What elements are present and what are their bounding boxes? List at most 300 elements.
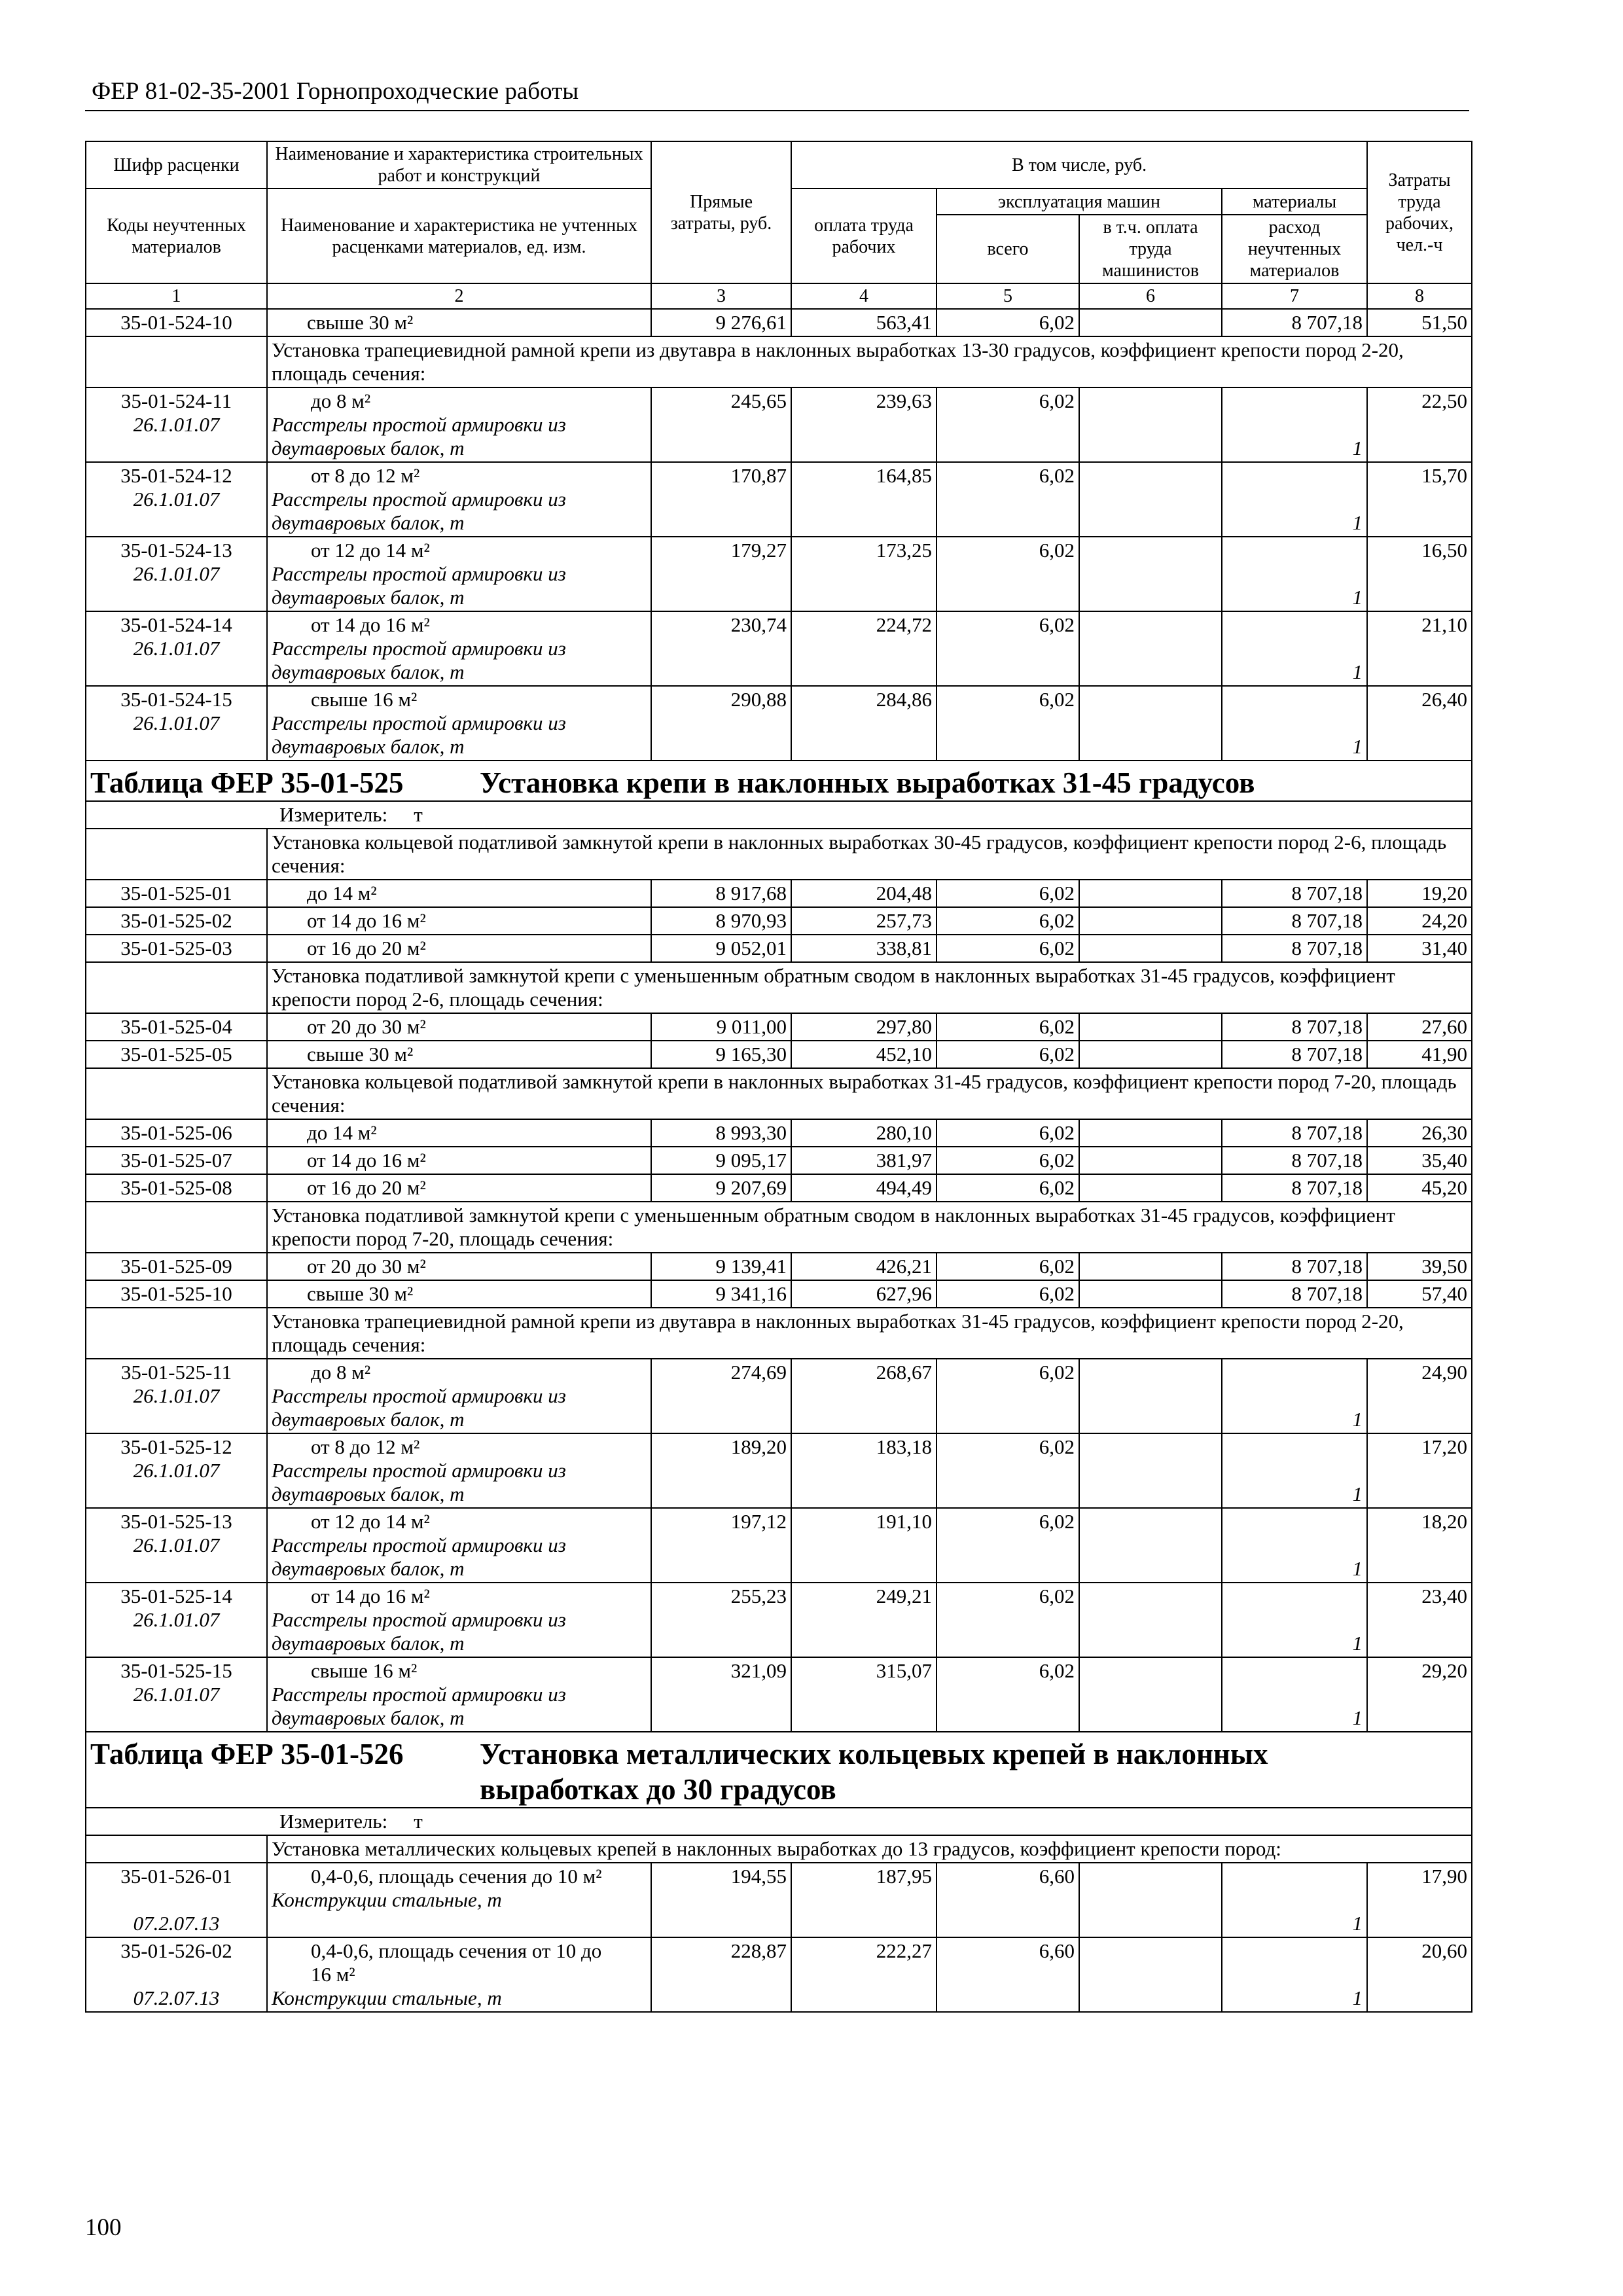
material-name: Расстрелы простой армировки из двутавровых балок, т: [272, 562, 566, 609]
rate-code: 35-01-525-02: [86, 907, 267, 935]
labor-pay: 183,18: [791, 1433, 936, 1508]
material-code: 07.2.07.13: [133, 1912, 220, 1935]
material-name: Расстрелы простой армировки из двутавровых балок, т: [272, 1384, 566, 1431]
table-row: [86, 1013, 1472, 1041]
measure-label: Измеритель:: [279, 1810, 388, 1833]
labor-hours: 39,50: [1367, 1253, 1472, 1280]
work-name: от 14 до 16 м²: [311, 1585, 430, 1607]
material-code: 26.1.01.07: [133, 413, 220, 436]
header-col2-top: Наименование и характеристика строительных работ и конструкций: [267, 141, 651, 188]
header-labor-cost: Затраты труда рабочих, чел.-ч: [1367, 141, 1472, 283]
work-name-cell: [267, 1863, 651, 1937]
materials-cost: 8 707,18: [1222, 1174, 1367, 1202]
labor-hours: 26,40: [1367, 686, 1472, 761]
empty-cell: [86, 1068, 267, 1119]
rate-code: 35-01-525-12: [120, 1435, 232, 1458]
table-row: [86, 935, 1472, 962]
material-name: Расстрелы простой армировки из двутавровых балок, т: [272, 1683, 566, 1729]
machinists-pay: [1079, 387, 1222, 462]
machinists-pay: [1079, 1174, 1222, 1202]
labor-pay: 257,73: [791, 907, 936, 935]
material-qty: 1: [1352, 1408, 1363, 1431]
rate-code-cell: [86, 387, 267, 462]
table-caption: [86, 761, 1472, 801]
table-row: [86, 1937, 1472, 2012]
machinists-pay: [1079, 1013, 1222, 1041]
header-num-5: 5: [936, 283, 1079, 309]
work-name: до 14 м²: [267, 1119, 651, 1147]
machines-cost: 6,02: [936, 387, 1079, 462]
table-row: [86, 1147, 1472, 1174]
work-name: 0,4-0,6, площадь сечения до 10 м²: [311, 1865, 602, 1888]
material-code: 26.1.01.07: [133, 637, 220, 660]
labor-pay: 239,63: [791, 387, 936, 462]
material-name: Конструкции стальные, т: [272, 1888, 502, 1911]
machinists-pay: [1079, 1359, 1222, 1433]
measure-cell: [86, 1808, 1472, 1835]
section-description: Установка податливой замкнутой крепи с уменьшенным обратным сводом в наклонных выработках 31-45 градусов, коэффициент крепости пород 2-6, площадь сечения:: [267, 962, 1472, 1013]
header-num-1: 1: [86, 283, 267, 309]
direct-cost: 9 139,41: [651, 1253, 791, 1280]
rate-code-cell: [86, 1863, 267, 1937]
materials-cost: 8 707,18: [1222, 1041, 1367, 1068]
machines-cost: 6,02: [936, 1359, 1079, 1433]
work-name: свыше 30 м²: [267, 1041, 651, 1068]
rate-code: 35-01-524-13: [120, 539, 232, 562]
labor-hours: 21,10: [1367, 611, 1472, 686]
table-row: [86, 537, 1472, 611]
work-name: свыше 16 м²: [311, 688, 418, 711]
rate-code: 35-01-525-05: [86, 1041, 267, 1068]
labor-pay: 191,10: [791, 1508, 936, 1583]
material-code: 26.1.01.07: [133, 1608, 220, 1631]
material-code: 26.1.01.07: [133, 1683, 220, 1706]
measure-unit: т: [414, 803, 423, 826]
table-caption: [86, 1732, 1472, 1808]
rate-code-cell: [86, 611, 267, 686]
table-row: [86, 462, 1472, 537]
header-including: В том числе, руб.: [791, 141, 1367, 188]
machinists-pay: [1079, 686, 1222, 761]
rate-code-cell: [86, 1583, 267, 1657]
work-name: от 16 до 20 м²: [267, 1174, 651, 1202]
rate-code: 35-01-526-01: [120, 1865, 232, 1888]
machines-cost: 6,02: [936, 1280, 1079, 1308]
direct-cost: 321,09: [651, 1657, 791, 1732]
section-description: Установка податливой замкнутой крепи с уменьшенным обратным сводом в наклонных выработках 31-45 градусов, коэффициент крепости пород 7-20, площадь сечения:: [267, 1202, 1472, 1253]
section-description-row: [86, 1835, 1472, 1863]
labor-hours: 27,60: [1367, 1013, 1472, 1041]
labor-hours: 23,40: [1367, 1583, 1472, 1657]
material-qty-cell: [1222, 462, 1367, 537]
section-description: Установка трапециевидной рамной крепи из двутавра в наклонных выработках 31-45 градусов, коэффициент крепости пород 2-20, площадь сечения:: [267, 1308, 1472, 1359]
labor-hours: 26,30: [1367, 1119, 1472, 1147]
rate-code: 35-01-525-13: [120, 1510, 232, 1533]
work-name: от 14 до 16 м²: [311, 613, 430, 636]
rate-code: 35-01-525-11: [120, 1361, 232, 1384]
work-name-cell: [267, 611, 651, 686]
rate-code: 35-01-525-15: [120, 1659, 232, 1682]
machinists-pay: [1079, 1147, 1222, 1174]
direct-cost: 170,87: [651, 462, 791, 537]
work-name: до 8 м²: [311, 389, 371, 412]
work-name: от 20 до 30 м²: [267, 1013, 651, 1041]
machinists-pay: [1079, 537, 1222, 611]
rate-code: 35-01-524-10: [86, 309, 267, 336]
direct-cost: 8 993,30: [651, 1119, 791, 1147]
empty-cell: [86, 962, 267, 1013]
work-name-cell: [267, 1359, 651, 1433]
direct-cost: 194,55: [651, 1863, 791, 1937]
empty-cell: [86, 1308, 267, 1359]
header-unacc-materials: расход неучтенных материалов: [1222, 215, 1367, 283]
material-qty-cell: [1222, 686, 1367, 761]
material-qty-cell: [1222, 537, 1367, 611]
machines-cost: 6,02: [936, 686, 1079, 761]
material-name: Расстрелы простой армировки из двутавровых балок, т: [272, 413, 566, 459]
work-name: 0,4-0,6, площадь сечения от 10 до 16 м²: [311, 1939, 602, 1986]
header-num-2: 2: [267, 283, 651, 309]
work-name: от 16 до 20 м²: [267, 935, 651, 962]
direct-cost: 9 341,16: [651, 1280, 791, 1308]
material-code: 26.1.01.07: [133, 488, 220, 511]
direct-cost: 9 011,00: [651, 1013, 791, 1041]
machinists-pay: [1079, 1041, 1222, 1068]
rate-code-cell: [86, 686, 267, 761]
header-num-6: 6: [1079, 283, 1222, 309]
material-code: 26.1.01.07: [133, 562, 220, 585]
rate-code: 35-01-525-09: [86, 1253, 267, 1280]
machines-cost: 6,02: [936, 309, 1079, 336]
labor-pay: 563,41: [791, 309, 936, 336]
measure-row: [86, 801, 1472, 829]
table-row: [86, 1119, 1472, 1147]
material-qty: 1: [1352, 660, 1363, 683]
work-name: от 12 до 14 м²: [311, 1510, 430, 1533]
table-row: [86, 1657, 1472, 1732]
rate-code: 35-01-525-07: [86, 1147, 267, 1174]
machines-cost: 6,60: [936, 1937, 1079, 2012]
header-col1-bottom: Коды неучтенных материалов: [86, 188, 267, 283]
materials-cost: 8 707,18: [1222, 1013, 1367, 1041]
machines-cost: 6,02: [936, 1119, 1079, 1147]
work-name-cell: [267, 686, 651, 761]
header-machines: эксплуатация машин: [936, 188, 1222, 215]
table-caption-label: Таблица ФЕР 35-01-526: [90, 1738, 404, 1770]
table-row: [86, 686, 1472, 761]
header-total: всего: [936, 215, 1079, 283]
labor-pay: 284,86: [791, 686, 936, 761]
rate-code: 35-01-525-08: [86, 1174, 267, 1202]
header-direct: Прямые затраты, руб.: [651, 141, 791, 283]
section-description-row: [86, 1308, 1472, 1359]
work-name: от 14 до 16 м²: [267, 907, 651, 935]
labor-pay: 187,95: [791, 1863, 936, 1937]
material-qty-cell: [1222, 387, 1367, 462]
machinists-pay: [1079, 1253, 1222, 1280]
labor-pay: 315,07: [791, 1657, 936, 1732]
section-description-row: [86, 1202, 1472, 1253]
labor-pay: 224,72: [791, 611, 936, 686]
machines-cost: 6,02: [936, 1147, 1079, 1174]
work-name-cell: [267, 1583, 651, 1657]
work-name-cell: [267, 1937, 651, 2012]
section-description-row: [86, 962, 1472, 1013]
direct-cost: 9 095,17: [651, 1147, 791, 1174]
empty-cell: [86, 829, 267, 880]
work-name: до 8 м²: [311, 1361, 371, 1384]
machinists-pay: [1079, 935, 1222, 962]
material-name: Расстрелы простой армировки из двутавровых балок, т: [272, 1459, 566, 1505]
material-qty: 1: [1352, 1557, 1363, 1580]
section-description-row: [86, 336, 1472, 387]
material-qty: 1: [1352, 511, 1363, 534]
material-qty: 1: [1352, 1632, 1363, 1655]
rate-code: 35-01-524-14: [120, 613, 232, 636]
rate-code: 35-01-524-15: [120, 688, 232, 711]
machines-cost: 6,02: [936, 907, 1079, 935]
work-name-cell: [267, 537, 651, 611]
material-name: Расстрелы простой армировки из двутавровых балок, т: [272, 637, 566, 683]
material-qty: 1: [1352, 1986, 1363, 2009]
work-name: от 14 до 16 м²: [267, 1147, 651, 1174]
work-name: свыше 16 м²: [311, 1659, 418, 1682]
work-name: от 8 до 12 м²: [311, 1435, 420, 1458]
header-num-3: 3: [651, 283, 791, 309]
empty-cell: [86, 336, 267, 387]
machines-cost: 6,02: [936, 880, 1079, 907]
table-row: [86, 1174, 1472, 1202]
labor-hours: 15,70: [1367, 462, 1472, 537]
material-name: Расстрелы простой армировки из двутавровых балок, т: [272, 488, 566, 534]
rate-code-cell: [86, 462, 267, 537]
labor-hours: 51,50: [1367, 309, 1472, 336]
rates-table-container: [85, 141, 1471, 2013]
header-divider: [85, 110, 1469, 111]
material-code: 26.1.01.07: [133, 1384, 220, 1407]
direct-cost: 274,69: [651, 1359, 791, 1433]
direct-cost: 228,87: [651, 1937, 791, 2012]
material-code: 26.1.01.07: [133, 1459, 220, 1482]
work-name-cell: [267, 1508, 651, 1583]
table-row: [86, 1359, 1472, 1433]
rate-code-cell: [86, 1508, 267, 1583]
machines-cost: 6,02: [936, 1433, 1079, 1508]
section-description: Установка трапециевидной рамной крепи из двутавра в наклонных выработках 13-30 градусов, коэффициент крепости пород 2-20, площадь сечения:: [267, 336, 1472, 387]
work-name: до 14 м²: [267, 880, 651, 907]
labor-pay: 268,67: [791, 1359, 936, 1433]
direct-cost: 8 970,93: [651, 907, 791, 935]
table-row: [86, 1583, 1472, 1657]
materials-cost: 8 707,18: [1222, 880, 1367, 907]
material-qty-cell: [1222, 1657, 1367, 1732]
material-qty-cell: [1222, 1508, 1367, 1583]
rate-code: 35-01-525-06: [86, 1119, 267, 1147]
machines-cost: 6,02: [936, 1508, 1079, 1583]
header-num-4: 4: [791, 283, 936, 309]
machinists-pay: [1079, 1657, 1222, 1732]
direct-cost: 290,88: [651, 686, 791, 761]
labor-pay: 204,48: [791, 880, 936, 907]
labor-pay: 280,10: [791, 1119, 936, 1147]
materials-cost: 8 707,18: [1222, 935, 1367, 962]
direct-cost: 8 917,68: [651, 880, 791, 907]
labor-hours: 17,90: [1367, 1863, 1472, 1937]
work-name: свыше 30 м²: [267, 309, 651, 336]
rate-code-cell: [86, 1937, 267, 2012]
labor-pay: 222,27: [791, 1937, 936, 2012]
section-description: Установка кольцевой податливой замкнутой крепи в наклонных выработках 30-45 градусов, коэффициент крепости пород 2-6, площадь сечения:: [267, 829, 1472, 880]
rate-code: 35-01-525-04: [86, 1013, 267, 1041]
machinists-pay: [1079, 1583, 1222, 1657]
labor-hours: 31,40: [1367, 935, 1472, 962]
table-caption-title: Установка металлических кольцевых крепей в наклонных выработках до 30 градусов: [480, 1738, 1268, 1806]
labor-hours: 20,60: [1367, 1937, 1472, 2012]
work-name-cell: [267, 387, 651, 462]
direct-cost: 179,27: [651, 537, 791, 611]
labor-hours: 57,40: [1367, 1280, 1472, 1308]
machines-cost: 6,60: [936, 1863, 1079, 1937]
labor-hours: 35,40: [1367, 1147, 1472, 1174]
labor-pay: 381,97: [791, 1147, 936, 1174]
direct-cost: 189,20: [651, 1433, 791, 1508]
table-caption-label: Таблица ФЕР 35-01-525: [90, 766, 404, 799]
machines-cost: 6,02: [936, 1013, 1079, 1041]
header-col1-top: Шифр расценки: [86, 141, 267, 188]
material-qty-cell: [1222, 1937, 1367, 2012]
materials-cost: 8 707,18: [1222, 1253, 1367, 1280]
header-materials: материалы: [1222, 188, 1367, 215]
direct-cost: 230,74: [651, 611, 791, 686]
material-code: 07.2.07.13: [133, 1986, 220, 2009]
machinists-pay: [1079, 880, 1222, 907]
table-row: [86, 907, 1472, 935]
work-name: от 12 до 14 м²: [311, 539, 430, 562]
labor-hours: 16,50: [1367, 537, 1472, 611]
header-incl-machinists: в т.ч. оплата труда машинистов: [1079, 215, 1222, 283]
machinists-pay: [1079, 1937, 1222, 2012]
measure-label: Измеритель:: [279, 803, 388, 826]
labor-pay: 426,21: [791, 1253, 936, 1280]
page-header-title: ФЕР 81-02-35-2001 Горнопроходческие работы: [92, 78, 579, 105]
header-col2-bottom: Наименование и характеристика не учтенных расценками материалов, ед. изм.: [267, 188, 651, 283]
labor-hours: 29,20: [1367, 1657, 1472, 1732]
table-caption-row: [86, 761, 1472, 801]
section-description: Установка металлических кольцевых крепей в наклонных выработках до 13 градусов, коэффициент крепости пород:: [267, 1835, 1472, 1863]
rate-code-cell: [86, 1359, 267, 1433]
labor-hours: 17,20: [1367, 1433, 1472, 1508]
machinists-pay: [1079, 1508, 1222, 1583]
machinists-pay: [1079, 1863, 1222, 1937]
material-qty-cell: [1222, 1863, 1367, 1937]
work-name: свыше 30 м²: [267, 1280, 651, 1308]
machinists-pay: [1079, 462, 1222, 537]
labor-hours: 24,20: [1367, 907, 1472, 935]
machinists-pay: [1079, 907, 1222, 935]
material-code: 26.1.01.07: [133, 1534, 220, 1556]
rate-code: 35-01-524-11: [120, 389, 232, 412]
section-description: Установка кольцевой податливой замкнутой крепи в наклонных выработках 31-45 градусов, коэффициент крепости пород 7-20, площадь сечения:: [267, 1068, 1472, 1119]
header-labor-pay: оплата труда рабочих: [791, 188, 936, 283]
table-row: [86, 1433, 1472, 1508]
work-name-cell: [267, 1657, 651, 1732]
rate-code: 35-01-524-12: [120, 464, 232, 487]
section-description-row: [86, 1068, 1472, 1119]
machines-cost: 6,02: [936, 1253, 1079, 1280]
table-row: [86, 1041, 1472, 1068]
material-name: Расстрелы простой армировки из двутавровых балок, т: [272, 711, 566, 758]
labor-hours: 18,20: [1367, 1508, 1472, 1583]
table-row: [86, 387, 1472, 462]
rates-table: [85, 141, 1472, 2013]
materials-cost: 8 707,18: [1222, 1280, 1367, 1308]
measure-unit: т: [414, 1810, 423, 1833]
material-qty-cell: [1222, 611, 1367, 686]
machines-cost: 6,02: [936, 1583, 1079, 1657]
material-qty-cell: [1222, 1433, 1367, 1508]
materials-cost: 8 707,18: [1222, 907, 1367, 935]
materials-cost: 8 707,18: [1222, 1147, 1367, 1174]
work-name-cell: [267, 1433, 651, 1508]
material-code: 26.1.01.07: [133, 711, 220, 734]
labor-pay: 173,25: [791, 537, 936, 611]
labor-pay: 249,21: [791, 1583, 936, 1657]
material-qty: 1: [1352, 1482, 1363, 1505]
rate-code: 35-01-525-10: [86, 1280, 267, 1308]
labor-pay: 627,96: [791, 1280, 936, 1308]
labor-hours: 22,50: [1367, 387, 1472, 462]
rate-code-cell: [86, 1657, 267, 1732]
header-num-8: 8: [1367, 283, 1472, 309]
material-qty: 1: [1352, 1706, 1363, 1729]
rate-code: 35-01-526-02: [120, 1939, 232, 1962]
work-name-cell: [267, 462, 651, 537]
machines-cost: 6,02: [936, 611, 1079, 686]
labor-pay: 338,81: [791, 935, 936, 962]
direct-cost: 9 165,30: [651, 1041, 791, 1068]
table-row: [86, 880, 1472, 907]
rate-code-cell: [86, 537, 267, 611]
rate-code: 35-01-525-03: [86, 935, 267, 962]
table-caption-title: Установка крепи в наклонных выработках 31-45 градусов: [480, 766, 1255, 799]
table-row: [86, 611, 1472, 686]
table-caption-row: [86, 1732, 1472, 1808]
labor-hours: 24,90: [1367, 1359, 1472, 1433]
machines-cost: 6,02: [936, 1657, 1079, 1732]
measure-cell: [86, 801, 1472, 829]
material-qty: 1: [1352, 586, 1363, 609]
labor-pay: 494,49: [791, 1174, 936, 1202]
page-number: 100: [85, 2214, 122, 2241]
direct-cost: 255,23: [651, 1583, 791, 1657]
machines-cost: 6,02: [936, 1174, 1079, 1202]
header-num-7: 7: [1222, 283, 1367, 309]
materials-cost: 8 707,18: [1222, 309, 1367, 336]
materials-cost: 8 707,18: [1222, 1119, 1367, 1147]
material-qty: 1: [1352, 437, 1363, 459]
table-row: [86, 1508, 1472, 1583]
measure-row: [86, 1808, 1472, 1835]
labor-pay: 164,85: [791, 462, 936, 537]
direct-cost: 197,12: [651, 1508, 791, 1583]
section-description-row: [86, 829, 1472, 880]
machinists-pay: [1079, 309, 1222, 336]
work-name: от 8 до 12 м²: [311, 464, 420, 487]
work-name: от 20 до 30 м²: [267, 1253, 651, 1280]
direct-cost: 9 276,61: [651, 309, 791, 336]
labor-pay: 452,10: [791, 1041, 936, 1068]
empty-cell: [86, 1835, 267, 1863]
